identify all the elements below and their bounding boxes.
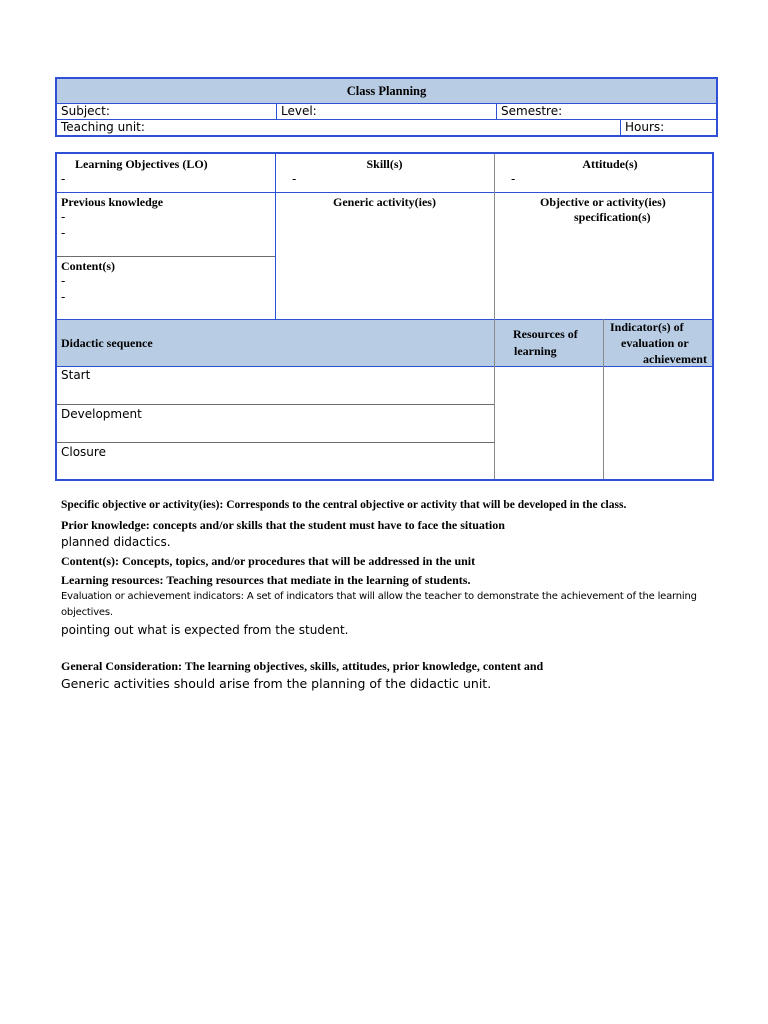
row-divider — [57, 192, 712, 193]
column-divider — [275, 154, 276, 319]
row-divider — [57, 366, 712, 367]
note-general-line2: Generic activities should arise from the planning of the didactic unit. — [61, 676, 492, 691]
header-row-subject-level-semester — [57, 104, 716, 120]
skills-dash[interactable]: - — [292, 172, 297, 186]
resources-label-line1: Resources of — [513, 327, 578, 341]
previous-knowledge-label: Previous knowledge — [61, 195, 164, 209]
previous-knowledge-dash-1[interactable]: - — [61, 210, 66, 224]
notes-section — [61, 497, 721, 693]
generic-activities-label: Generic activity(ies) — [333, 195, 436, 209]
learning-objectives-label: Learning Objectives (LO) — [75, 157, 208, 171]
indicators-label-line1: Indicator(s) of — [610, 320, 684, 334]
planning-table — [55, 152, 714, 481]
class-planning-title: Class Planning — [57, 79, 716, 104]
attitudes-label: Attitude(s) — [582, 157, 638, 171]
subject-field[interactable]: Subject: — [57, 104, 277, 119]
note-prior-knowledge-line1: Prior knowledge: concepts and/or skills that the student must have to face the situation — [61, 518, 505, 532]
content-divider — [57, 256, 275, 257]
note-general-line1: General Consideration: The learning objectives, skills, attitudes, prior knowledge, content and — [61, 659, 544, 673]
learning-objectives-dash[interactable]: - — [61, 172, 66, 186]
header-row-unit-hours — [57, 120, 716, 135]
semester-field[interactable]: Semestre: — [501, 104, 563, 118]
contents-dash-1[interactable]: - — [61, 274, 66, 288]
resources-label-line2: learning — [514, 344, 557, 358]
note-prior-knowledge-line2: planned didactics. — [61, 535, 171, 549]
closure-row-label[interactable]: Closure — [61, 445, 106, 459]
sequence-divider — [57, 404, 494, 405]
contents-dash-2[interactable]: - — [61, 290, 66, 304]
column-divider — [494, 154, 495, 479]
indicators-label-line3: achievement — [643, 352, 707, 366]
objective-spec-label-line2: specification(s) — [574, 210, 651, 224]
sequence-divider — [57, 442, 494, 443]
note-contents: Content(s): Concepts, topics, and/or procedures that will be addressed in the unit — [61, 554, 476, 568]
level-field[interactable]: Level: — [277, 104, 497, 119]
teaching-unit-field[interactable]: Teaching unit: — [57, 120, 621, 135]
objective-spec-label-line1: Objective or activity(ies) — [540, 195, 666, 209]
class-planning-header-table — [55, 77, 718, 137]
didactic-sequence-label: Didactic sequence — [61, 336, 153, 350]
previous-knowledge-dash-2[interactable]: - — [61, 226, 66, 240]
note-evaluation-line2: pointing out what is expected from the student. — [61, 623, 349, 637]
skills-label: Skill(s) — [366, 157, 403, 171]
indicators-label-line2: evaluation or — [621, 336, 689, 350]
development-row-label[interactable]: Development — [61, 407, 142, 421]
column-divider — [603, 319, 604, 479]
hours-field[interactable]: Hours: — [625, 120, 665, 134]
note-evaluation-line1: Evaluation or achievement indicators: A set of indicators that will allow the teacher to demonstrate the achievement of the learning objectives. — [61, 591, 697, 618]
start-row-label[interactable]: Start — [61, 368, 91, 382]
note-learning-resources: Learning resources: Teaching resources that mediate in the learning of students. — [61, 573, 471, 587]
contents-label: Content(s) — [61, 259, 115, 273]
note-specific-objective: Specific objective or activity(ies): Corresponds to the central objective or activity that will be developed in the class. — [61, 499, 627, 511]
attitudes-dash[interactable]: - — [511, 172, 516, 186]
